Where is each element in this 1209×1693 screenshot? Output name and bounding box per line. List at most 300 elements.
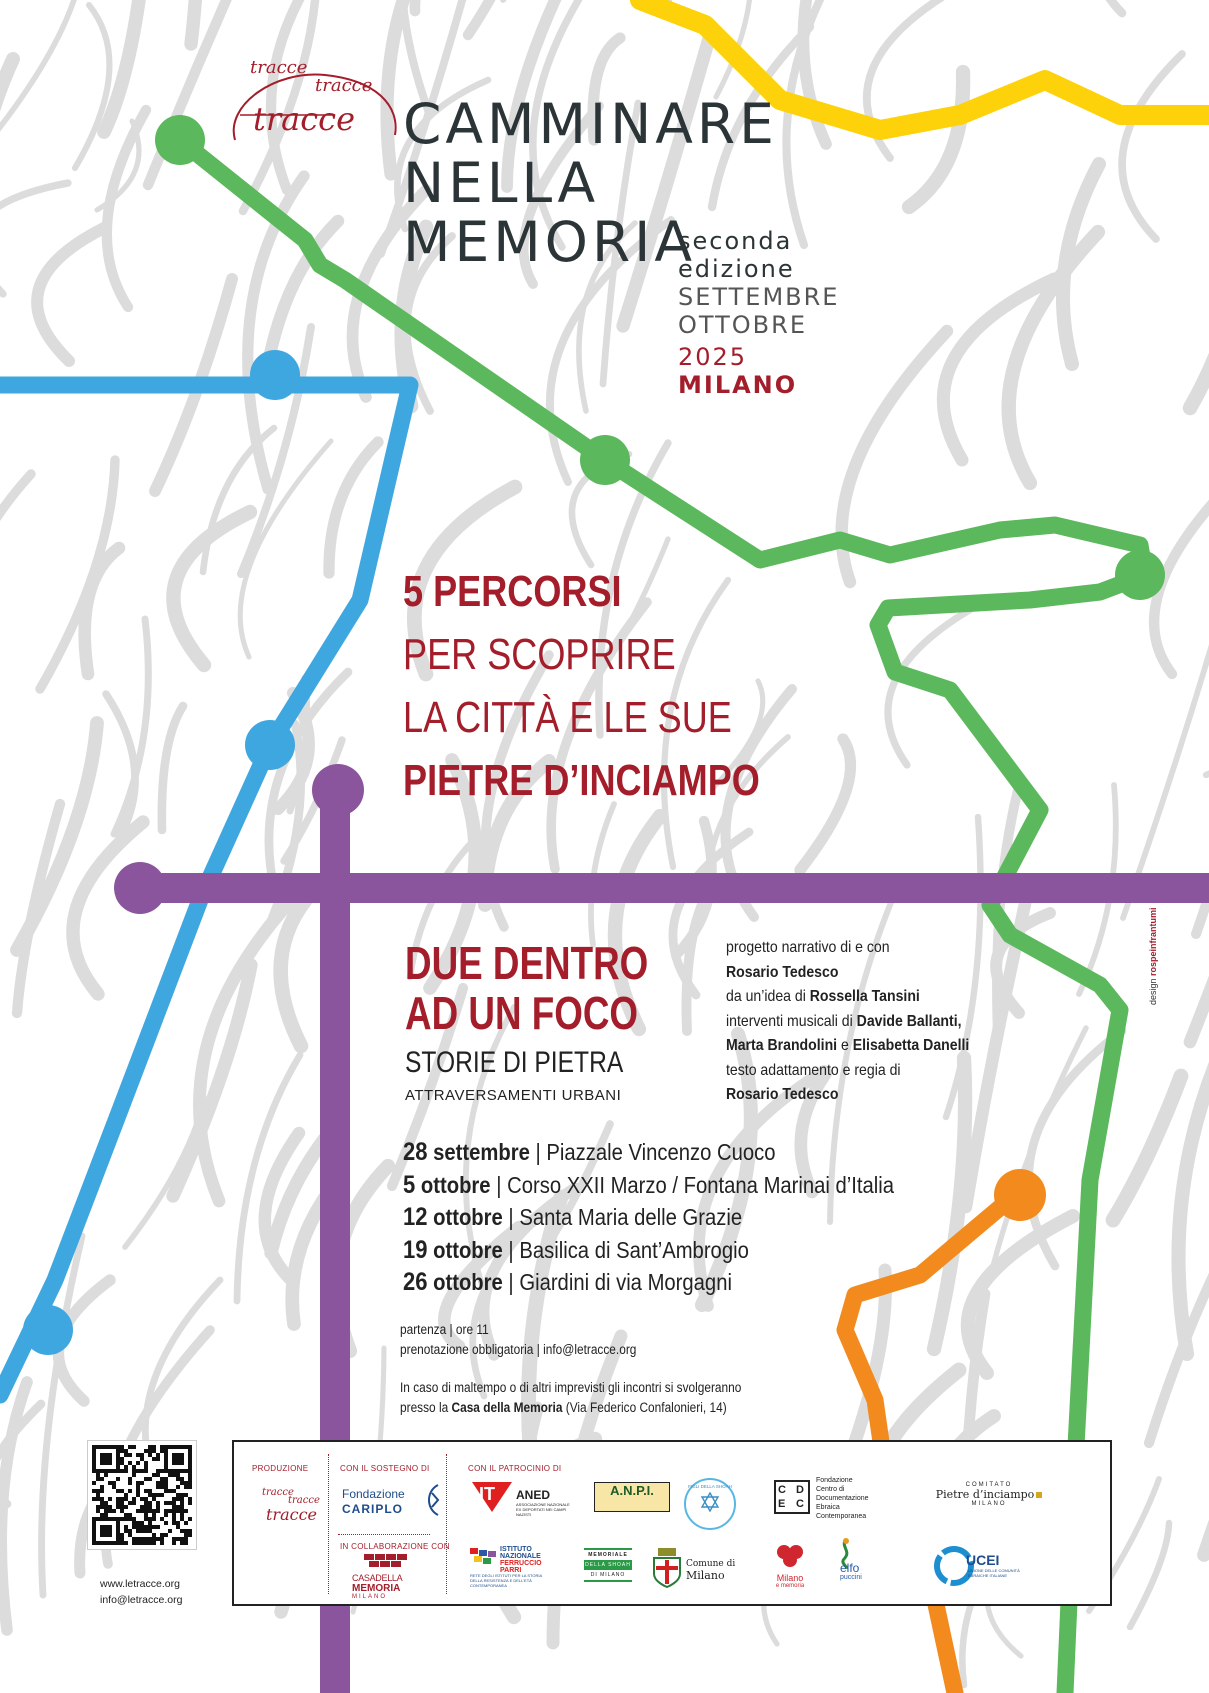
dates-list [403, 1136, 894, 1299]
credits-comma: , [957, 1012, 962, 1030]
cdec-letter: D [796, 1484, 804, 1496]
qr-module [120, 1533, 124, 1537]
memoriale-shoah-logo [584, 1548, 632, 1582]
qr-module [144, 1465, 148, 1469]
qr-module [120, 1505, 124, 1509]
title-line-2: NELLA [403, 151, 600, 215]
qr-module [132, 1445, 136, 1449]
qr-module [116, 1445, 120, 1449]
qr-module [148, 1489, 152, 1493]
casa-memoria-logo [352, 1554, 422, 1600]
date-day: 5 [403, 1170, 416, 1199]
qr-module [176, 1469, 180, 1473]
qr-module [164, 1485, 168, 1489]
qr-module [136, 1485, 140, 1489]
qr-module [148, 1509, 152, 1513]
qr-module [104, 1457, 108, 1461]
parri-line: ISTITUTO [500, 1546, 532, 1553]
qr-module [188, 1501, 192, 1505]
qr-module [176, 1525, 180, 1529]
qr-module [184, 1541, 188, 1545]
qr-module [116, 1517, 120, 1521]
qr-module [152, 1533, 156, 1537]
year-label: 2025 [678, 343, 748, 371]
qr-module [92, 1533, 96, 1537]
qr-module [92, 1465, 96, 1469]
qr-module [188, 1469, 192, 1473]
qr-module [100, 1453, 104, 1457]
qr-module [116, 1521, 120, 1525]
headline-line-2: PER SCOPRIRE [403, 630, 676, 679]
qr-module [100, 1533, 104, 1537]
qr-module [180, 1461, 184, 1465]
qr-module [120, 1509, 124, 1513]
qr-module [184, 1445, 188, 1449]
qr-module [148, 1493, 152, 1497]
qr-module [120, 1501, 124, 1505]
qr-module [92, 1497, 96, 1501]
qr-module [124, 1453, 128, 1457]
qr-module [92, 1461, 96, 1465]
qr-module [176, 1477, 180, 1481]
qr-module [160, 1541, 164, 1545]
credits-name: Elisabetta Danelli [852, 1037, 970, 1054]
qr-module [92, 1469, 96, 1473]
qr-module [116, 1501, 120, 1505]
cdec-line: Fondazione [816, 1477, 853, 1484]
qr-module [120, 1461, 124, 1465]
qr-module [152, 1473, 156, 1477]
qr-module [92, 1541, 96, 1545]
qr-module [100, 1477, 104, 1481]
headline-line-4: PIETRE D’INCIAMPO [403, 756, 760, 805]
headline [403, 560, 760, 812]
qr-module [124, 1529, 128, 1533]
qr-module [184, 1529, 188, 1533]
qr-module [148, 1477, 152, 1481]
qr-module [132, 1473, 136, 1477]
qr-module [144, 1477, 148, 1481]
qr-module [112, 1517, 116, 1521]
date-separator: | [490, 1171, 508, 1198]
cdec-letter: C [796, 1498, 804, 1510]
blue-stations [23, 350, 300, 1355]
qr-module [96, 1505, 100, 1509]
qr-module [180, 1537, 184, 1541]
qr-module [176, 1509, 180, 1513]
qr-module [188, 1497, 192, 1501]
qr-module [96, 1497, 100, 1501]
qr-module [168, 1501, 172, 1505]
qr-module [188, 1461, 192, 1465]
website-link[interactable]: www.letracce.org [100, 1578, 180, 1590]
qr-module [160, 1517, 164, 1521]
qr-module [152, 1457, 156, 1461]
ucei-sub: UNIONE DELLE COMUNITÀ EBRAICHE ITALIANE [968, 1568, 1020, 1578]
qr-module [92, 1445, 96, 1449]
qr-module [120, 1445, 124, 1449]
qr-module [172, 1521, 176, 1525]
anpi-name: A.N.P.I. [610, 1483, 654, 1498]
qr-module [140, 1457, 144, 1461]
qr-module [128, 1529, 132, 1533]
qr-module [140, 1541, 144, 1545]
email-link[interactable]: info@letracce.org [100, 1594, 183, 1606]
qr-module [92, 1525, 96, 1529]
qr-module [120, 1517, 124, 1521]
aned-logo [472, 1482, 572, 1515]
months-block [678, 283, 839, 339]
qr-module [108, 1517, 112, 1521]
qr-module [132, 1501, 136, 1505]
qr-module [156, 1481, 160, 1485]
aned-sub: ASSOCIAZIONE NAZIONALE EX DEPORTATI NEI CAMPI NAZISTI [516, 1502, 570, 1517]
qr-module [164, 1465, 168, 1469]
credits-name: Rossella Tansini [809, 988, 920, 1005]
qr-module [184, 1469, 188, 1473]
qr-module [176, 1485, 180, 1489]
anpi-logo [594, 1482, 670, 1512]
qr-module [184, 1533, 188, 1537]
qr-module [188, 1465, 192, 1469]
qr-module [116, 1489, 120, 1493]
qr-module [180, 1445, 184, 1449]
qr-module [104, 1517, 108, 1521]
qr-code[interactable] [87, 1440, 197, 1550]
date-separator: | [502, 1236, 520, 1263]
weather-info-2 [400, 1398, 741, 1418]
info-block [400, 1320, 741, 1418]
comune-line-2: Milano [686, 1569, 725, 1582]
qr-module [176, 1493, 180, 1497]
elfo-text [840, 1563, 862, 1583]
qr-module [148, 1453, 152, 1457]
date-month: settembre [433, 1139, 530, 1165]
qr-module [136, 1537, 140, 1541]
city-label: MILANO [678, 371, 798, 399]
date-day: 28 [403, 1138, 428, 1166]
qr-module [132, 1541, 136, 1545]
date-month: ottobre [420, 1171, 491, 1198]
qr-module [100, 1501, 104, 1505]
parri-sub: RETE DEGLI ISTITUTI PER LA STORIA DELLA RESISTENZA E DELL’ETÀ CONTEMPORANEA [470, 1573, 542, 1588]
elfo-line-1: elfo [840, 1561, 860, 1575]
qr-module [132, 1537, 136, 1541]
qr-module [180, 1529, 184, 1533]
comune-line-1: Comune di [686, 1559, 736, 1569]
edition-line-1: seconda [678, 227, 793, 255]
credits-name: Davide Ballanti [856, 1012, 958, 1030]
qr-module [120, 1457, 124, 1461]
qr-module [108, 1533, 112, 1537]
pietre-line-2: Pietre d’inciampo [935, 1488, 1035, 1501]
qr-module [144, 1509, 148, 1513]
casa-line-3: MILANO [352, 1594, 388, 1600]
qr-module [108, 1497, 112, 1501]
ucei-name: UCEI [966, 1552, 1000, 1568]
qr-module [128, 1453, 132, 1457]
qr-module [156, 1469, 160, 1473]
headline-line-3: LA CITTÀ E LE SUE [403, 693, 732, 742]
qr-module [128, 1481, 132, 1485]
qr-module [100, 1461, 104, 1465]
qr-module [188, 1481, 192, 1485]
qr-module [124, 1541, 128, 1545]
qr-module [168, 1445, 172, 1449]
date-separator: | [502, 1269, 520, 1295]
qr-module [152, 1493, 156, 1497]
divider-2 [446, 1454, 447, 1594]
qr-module [104, 1541, 108, 1545]
qr-module [176, 1445, 180, 1449]
qr-module [172, 1505, 176, 1509]
qr-module [124, 1497, 128, 1501]
date-row [403, 1201, 894, 1234]
qr-module [124, 1505, 128, 1509]
cdec-text [816, 1476, 869, 1521]
qr-module [116, 1465, 120, 1469]
qr-module [112, 1445, 116, 1449]
qr-module [156, 1453, 160, 1457]
qr-module [96, 1541, 100, 1545]
credits-text: interventi musicali di [726, 1012, 857, 1030]
qr-module [172, 1457, 176, 1461]
qr-module [140, 1481, 144, 1485]
qr-module [104, 1461, 108, 1465]
qr-module [148, 1541, 152, 1545]
qr-module [180, 1453, 184, 1457]
qr-module [188, 1533, 192, 1537]
qr-module [172, 1453, 176, 1457]
qr-module [152, 1497, 156, 1501]
qr-module [100, 1525, 104, 1529]
qr-module [172, 1509, 176, 1513]
qr-module [116, 1497, 120, 1501]
credits-line-6: testo adattamento e regia di [726, 1061, 901, 1079]
pietre-line-2-row [934, 1488, 1044, 1501]
memoriale-line-3: DI MILANO [590, 1572, 626, 1578]
qr-module [104, 1469, 108, 1473]
qr-module [184, 1537, 188, 1541]
qr-module [164, 1457, 168, 1461]
qr-module [156, 1505, 160, 1509]
date-separator: | [502, 1204, 520, 1230]
qr-module [140, 1521, 144, 1525]
qr-module [180, 1513, 184, 1517]
qr-module [116, 1505, 120, 1509]
qr-module [156, 1537, 160, 1541]
figli-name: FIGLI DELLA SHOAH [688, 1484, 732, 1489]
qr-module [128, 1501, 132, 1505]
qr-module [116, 1461, 120, 1465]
cdec-line: Centro di [816, 1486, 845, 1493]
memoriale-line-2: DELLA SHOAH [585, 1562, 631, 1568]
qr-module [144, 1529, 148, 1533]
qr-module [136, 1541, 140, 1545]
qr-module [120, 1497, 124, 1501]
qr-module [96, 1517, 100, 1521]
qr-module [92, 1521, 96, 1525]
qr-module [140, 1453, 144, 1457]
qr-module [104, 1473, 108, 1477]
date-place: Santa Maria delle Grazie [519, 1204, 743, 1230]
qr-module [180, 1497, 184, 1501]
qr-module [160, 1481, 164, 1485]
qr-module [140, 1497, 144, 1501]
weather-venue: Casa della Memoria [451, 1400, 563, 1415]
qr-module [160, 1469, 164, 1473]
qr-module [152, 1509, 156, 1513]
qr-module [176, 1521, 180, 1525]
qr-module [152, 1513, 156, 1517]
qr-module [100, 1505, 104, 1509]
pietre-line-1: COMITATO [965, 1482, 1013, 1488]
qr-module [180, 1501, 184, 1505]
qr-module [100, 1489, 104, 1493]
qr-module [108, 1541, 112, 1545]
qr-module [116, 1525, 120, 1529]
cariplo-mark-icon [422, 1483, 440, 1517]
elfo-line-2: puccini [840, 1574, 862, 1581]
qr-module [128, 1489, 132, 1493]
qr-module [168, 1529, 172, 1533]
qr-module [136, 1453, 140, 1457]
date-month: ottobre [433, 1236, 503, 1263]
qr-module [144, 1469, 148, 1473]
qr-module [124, 1513, 128, 1517]
qr-module [172, 1517, 176, 1521]
qr-module [164, 1521, 168, 1525]
qr-module [124, 1493, 128, 1497]
comune-milano-logo [652, 1548, 752, 1591]
qr-module [104, 1509, 108, 1513]
qr-module [180, 1469, 184, 1473]
qr-module [132, 1521, 136, 1525]
qr-module [144, 1513, 148, 1517]
qr-module [172, 1469, 176, 1473]
qr-module [164, 1449, 168, 1453]
logo-main-text: tracce [253, 100, 356, 138]
qr-module [120, 1469, 124, 1473]
qr-module [136, 1493, 140, 1497]
milano-crest-icon [652, 1548, 682, 1588]
comune-text [686, 1558, 735, 1582]
qr-module [124, 1469, 128, 1473]
label-produzione: PRODUZIONE [252, 1464, 309, 1473]
divider-1 [328, 1454, 329, 1594]
qr-module [144, 1461, 148, 1465]
booking-info: prenotazione obbligatoria | info@letracce.org [400, 1342, 637, 1357]
qr-module [92, 1449, 96, 1453]
qr-module [116, 1457, 120, 1461]
qr-module [148, 1505, 152, 1509]
credits-line-2: Rosario Tedesco [726, 963, 839, 981]
dotted-separator [338, 1534, 430, 1535]
cariplo-logo [342, 1487, 405, 1517]
figli-shoah-logo [684, 1478, 736, 1530]
qr-module [96, 1477, 100, 1481]
qr-module [124, 1465, 128, 1469]
tracce-logo [215, 45, 405, 175]
qr-module [180, 1509, 184, 1513]
design-credit-name: rospeinfrantumi [1148, 907, 1158, 976]
qr-module [92, 1537, 96, 1541]
qr-module [104, 1513, 108, 1517]
qr-module [184, 1521, 188, 1525]
qr-module [152, 1445, 156, 1449]
cdec-letter: E [778, 1498, 786, 1510]
show-title-line-1: DUE DENTRO [405, 937, 649, 989]
qr-module [160, 1445, 164, 1449]
show-title-line-2: AD UN FOCO [405, 987, 639, 1039]
qr-module [156, 1493, 160, 1497]
qr-module [108, 1529, 112, 1533]
qr-module [116, 1541, 120, 1545]
qr-code-icon [88, 1441, 196, 1549]
qr-module [96, 1469, 100, 1473]
qr-module [164, 1453, 168, 1457]
flower-icon [772, 1542, 808, 1570]
date-row [403, 1136, 894, 1169]
qr-module [184, 1485, 188, 1489]
headline-line-1: 5 PERCORSI [403, 567, 622, 616]
qr-module [172, 1473, 176, 1477]
qr-module [116, 1453, 120, 1457]
qr-module [188, 1473, 192, 1477]
qr-module [156, 1473, 160, 1477]
qr-module [156, 1501, 160, 1505]
qr-module [132, 1525, 136, 1529]
pietre-line-3: MILANO [971, 1501, 1007, 1507]
qr-module [124, 1517, 128, 1521]
date-row [403, 1266, 894, 1299]
show-subtitle: STORIE DI PIETRA [405, 1046, 624, 1079]
qr-module [120, 1541, 124, 1545]
parri-line: FERRUCCIO [500, 1560, 542, 1567]
date-day: 26 [403, 1268, 428, 1296]
show-subtitle-2: ATTRAVERSAMENTI URBANI [405, 1087, 622, 1104]
date-place: Corso XXII Marzo / Fontana Marinai d’Italia [507, 1171, 895, 1198]
weather-text: presso la [400, 1400, 452, 1415]
qr-module [144, 1501, 148, 1505]
qr-module [184, 1509, 188, 1513]
qr-module [132, 1469, 136, 1473]
qr-module [144, 1497, 148, 1501]
qr-module [136, 1521, 140, 1525]
cdec-logo [774, 1477, 914, 1520]
qr-module [108, 1461, 112, 1465]
qr-module [132, 1517, 136, 1521]
qr-module [164, 1481, 168, 1485]
qr-module [156, 1525, 160, 1529]
parri-flags-icon [470, 1548, 498, 1570]
qr-module [172, 1541, 176, 1545]
qr-module [120, 1537, 124, 1541]
istituto-parri-logo [470, 1548, 560, 1588]
qr-module [148, 1525, 152, 1529]
qr-module [108, 1509, 112, 1513]
logo-small-text-2: tracce [315, 75, 373, 96]
qr-module [132, 1465, 136, 1469]
pietre-square-icon [1036, 1492, 1042, 1498]
qr-module [92, 1457, 96, 1461]
qr-module [176, 1505, 180, 1509]
cariplo-line-1: Fondazione [342, 1487, 405, 1501]
qr-module [100, 1457, 104, 1461]
qr-module [188, 1477, 192, 1481]
qr-module [120, 1489, 124, 1493]
qr-module [100, 1497, 104, 1501]
